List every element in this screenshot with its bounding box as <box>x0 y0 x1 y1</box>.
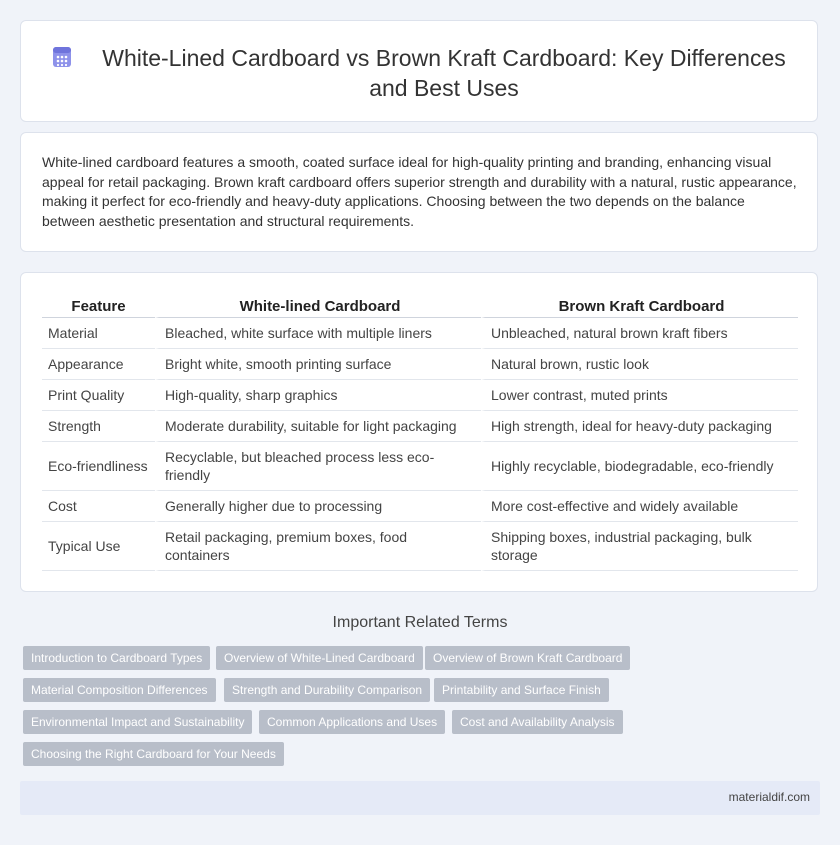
row-feature-cell: Typical Use <box>42 522 155 571</box>
related-term-tag[interactable]: Cost and Availability Analysis <box>452 710 623 734</box>
related-term-tag[interactable]: Overview of Brown Kraft Cardboard <box>425 646 630 670</box>
row-kraft-cell: Lower contrast, muted prints <box>481 380 798 411</box>
table-row <box>42 349 798 380</box>
row-kraft-cell: More cost-effective and widely available <box>481 491 798 522</box>
related-term-tag[interactable]: Strength and Durability Comparison <box>224 678 430 702</box>
row-white-cell: High-quality, sharp graphics <box>155 380 481 411</box>
page-title: White-Lined Cardboard vs Brown Kraft Cardboard: Key Differences and Best Uses <box>102 45 786 101</box>
table-row <box>42 318 798 349</box>
intro-paragraph: White-lined cardboard features a smooth, coated surface ideal for high-quality printing and branding, enhancing visual appeal for retail packaging. Brown kraft cardboard offers superior strength and durability with a natural, rustic appearance, making it perfect for eco-friendly and heavy-duty applications. Choosing between the two depends on the balance between aesthetic presentation and structural requirements. <box>42 154 797 229</box>
row-feature-cell: Print Quality <box>42 380 155 411</box>
row-kraft-cell: Shipping boxes, industrial packaging, bulk storage <box>481 522 798 571</box>
row-feature-cell: Strength <box>42 411 155 442</box>
row-white-cell: Retail packaging, premium boxes, food containers <box>155 522 481 571</box>
table-row <box>42 442 798 491</box>
column-header-brown-kraft: Brown Kraft Cardboard <box>481 295 798 318</box>
intro-card <box>20 132 818 252</box>
table-row <box>42 522 798 571</box>
table-row <box>42 380 798 411</box>
row-white-cell: Bleached, white surface with multiple liners <box>155 318 481 349</box>
row-kraft-cell: Highly recyclable, biodegradable, eco-friendly <box>481 442 798 491</box>
row-feature-cell: Material <box>42 318 155 349</box>
related-term-tag[interactable]: Environmental Impact and Sustainability <box>23 710 252 734</box>
footer-site-name: materialdif.com <box>728 790 810 804</box>
related-term-tag[interactable]: Overview of White-Lined Cardboard <box>216 646 423 670</box>
row-kraft-cell: High strength, ideal for heavy-duty packaging <box>481 411 798 442</box>
related-term-tag[interactable]: Choosing the Right Cardboard for Your Needs <box>23 742 284 766</box>
row-white-cell: Recyclable, but bleached process less eco-friendly <box>155 442 481 491</box>
row-white-cell: Generally higher due to processing <box>155 491 481 522</box>
related-term-tag[interactable]: Material Composition Differences <box>23 678 216 702</box>
related-term-tag[interactable]: Common Applications and Uses <box>259 710 445 734</box>
row-kraft-cell: Unbleached, natural brown kraft fibers <box>481 318 798 349</box>
row-white-cell: Bright white, smooth printing surface <box>155 349 481 380</box>
related-terms-title: Important Related Terms <box>332 614 508 631</box>
column-header-white-lined: White-lined Cardboard <box>155 295 481 318</box>
comparison-card <box>20 272 818 592</box>
related-term-tag[interactable]: Printability and Surface Finish <box>434 678 609 702</box>
footer <box>20 781 820 815</box>
row-feature-cell: Eco-friendliness <box>42 442 155 491</box>
row-feature-cell: Appearance <box>42 349 155 380</box>
related-term-tag[interactable]: Introduction to Cardboard Types <box>23 646 210 670</box>
table-row <box>42 411 798 442</box>
row-kraft-cell: Natural brown, rustic look <box>481 349 798 380</box>
table-header-row <box>42 295 798 318</box>
row-feature-cell: Cost <box>42 491 155 522</box>
comparison-table <box>42 295 798 571</box>
row-white-cell: Moderate durability, suitable for light packaging <box>155 411 481 442</box>
header-card <box>20 20 818 122</box>
column-header-feature: Feature <box>42 295 155 318</box>
table-row <box>42 491 798 522</box>
